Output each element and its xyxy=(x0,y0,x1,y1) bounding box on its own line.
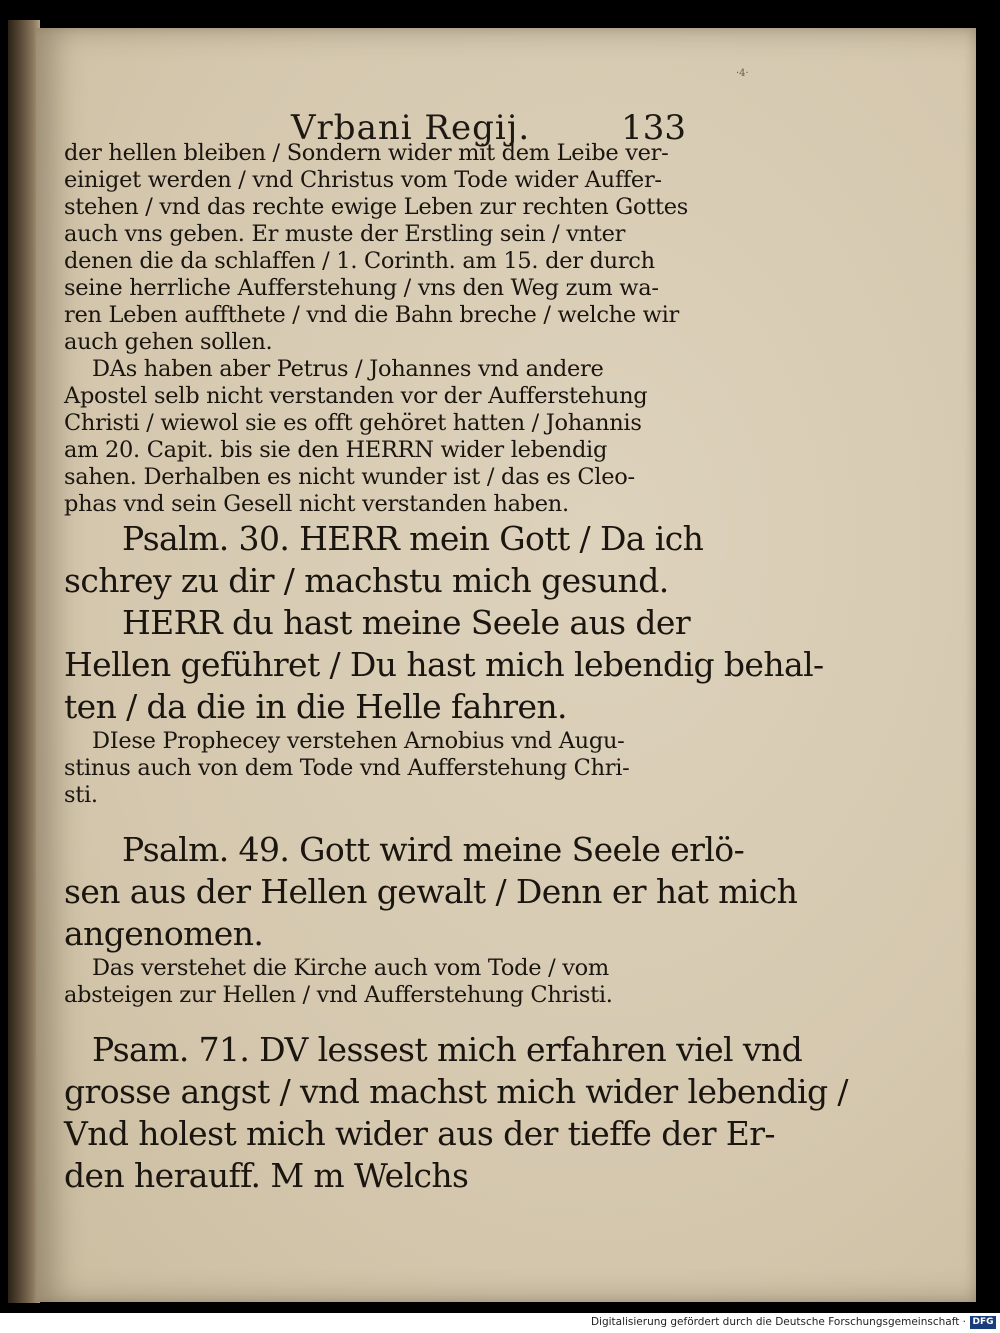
text-line: Apostel selb nicht verstanden vor der Aufferstehung xyxy=(64,383,648,409)
text-line: einiget werden / vnd Christus vom Tode wider Auffer- xyxy=(64,167,662,193)
dfg-logo: DFG xyxy=(970,1316,996,1329)
book-page xyxy=(36,28,976,1302)
text-line: ren Leben auffthete / vnd die Bahn breche / welche wir xyxy=(64,302,679,328)
psalm-verse-line: den herauff. M m Welchs xyxy=(64,1156,469,1195)
text-line: Das verstehet die Kirche auch vom Tode / vom xyxy=(92,955,609,981)
text-line: seine herrliche Aufferstehung / vns den Weg zum wa- xyxy=(64,275,659,301)
text-line: DAs haben aber Petrus / Johannes vnd andere xyxy=(92,356,604,382)
psalm-verse-line: HERR du hast meine Seele aus der xyxy=(122,603,691,642)
text-line: sahen. Derhalben es nicht wunder ist / das es Cleo- xyxy=(64,464,635,490)
psalm-verse-line: sen aus der Hellen gewalt / Denn er hat mich xyxy=(64,872,798,911)
text-line: DIese Prophecey verstehen Arnobius vnd Augu- xyxy=(92,728,625,754)
text-line: stinus auch von dem Tode vnd Aufferstehung Chri- xyxy=(64,755,630,781)
text-line: auch vns geben. Er muste der Erstling sein / vnter xyxy=(64,221,626,247)
psalm-verse-line: grosse angst / vnd machst mich wider lebendig / xyxy=(64,1072,848,1111)
text-line: auch gehen sollen. xyxy=(64,329,273,355)
text-line: Christi / wiewol sie es offt gehöret hatten / Johannis xyxy=(64,410,642,436)
line-gap xyxy=(64,1009,676,1029)
psalm-verse-line: ten / da die in die Helle fahren. xyxy=(64,687,567,726)
psalm-verse-line: angenomen. xyxy=(64,914,264,953)
text-line: stehen / vnd das rechte ewige Leben zur rechten Gottes xyxy=(64,194,688,220)
psalm-verse-line: Psalm. 49. Gott wird meine Seele erlö- xyxy=(122,830,745,869)
psalm-verse-line: schrey zu dir / machstu mich gesund. xyxy=(64,561,669,600)
footer-bar xyxy=(0,1313,1000,1333)
funding-credit: Digitalisierung gefördert durch die Deutsche Forschungsgemeinschaft · xyxy=(590,1316,966,1328)
psalm-verse-line: Hellen geführet / Du hast mich lebendig behal- xyxy=(64,645,824,684)
text-line: der hellen bleiben / Sondern wider mit dem Leibe ver- xyxy=(64,140,669,166)
line-gap xyxy=(64,809,676,829)
text-line: am 20. Capit. bis sie den HERRN wider lebendig xyxy=(64,437,608,463)
page-number: 133 xyxy=(621,108,686,148)
psalm-verse-line: Psam. 71. DV lessest mich erfahren viel vnd xyxy=(92,1030,803,1069)
text-line: denen die da schlaffen / 1. Corinth. am 15. der durch xyxy=(64,248,655,274)
text-line: sti. xyxy=(64,782,98,808)
psalm-verse-line: Vnd holest mich wider aus der tieffe der Er- xyxy=(64,1114,775,1153)
corner-mark: ·4· xyxy=(736,68,749,79)
body-text xyxy=(64,140,848,1197)
text-line: absteigen zur Hellen / vnd Aufferstehung Christi. xyxy=(64,982,613,1008)
text-line: phas vnd sein Gesell nicht verstanden haben. xyxy=(64,491,569,517)
running-title: Vrbani Regij. xyxy=(291,108,531,148)
psalm-verse-line: Psalm. 30. HERR mein Gott / Da ich xyxy=(122,519,704,558)
